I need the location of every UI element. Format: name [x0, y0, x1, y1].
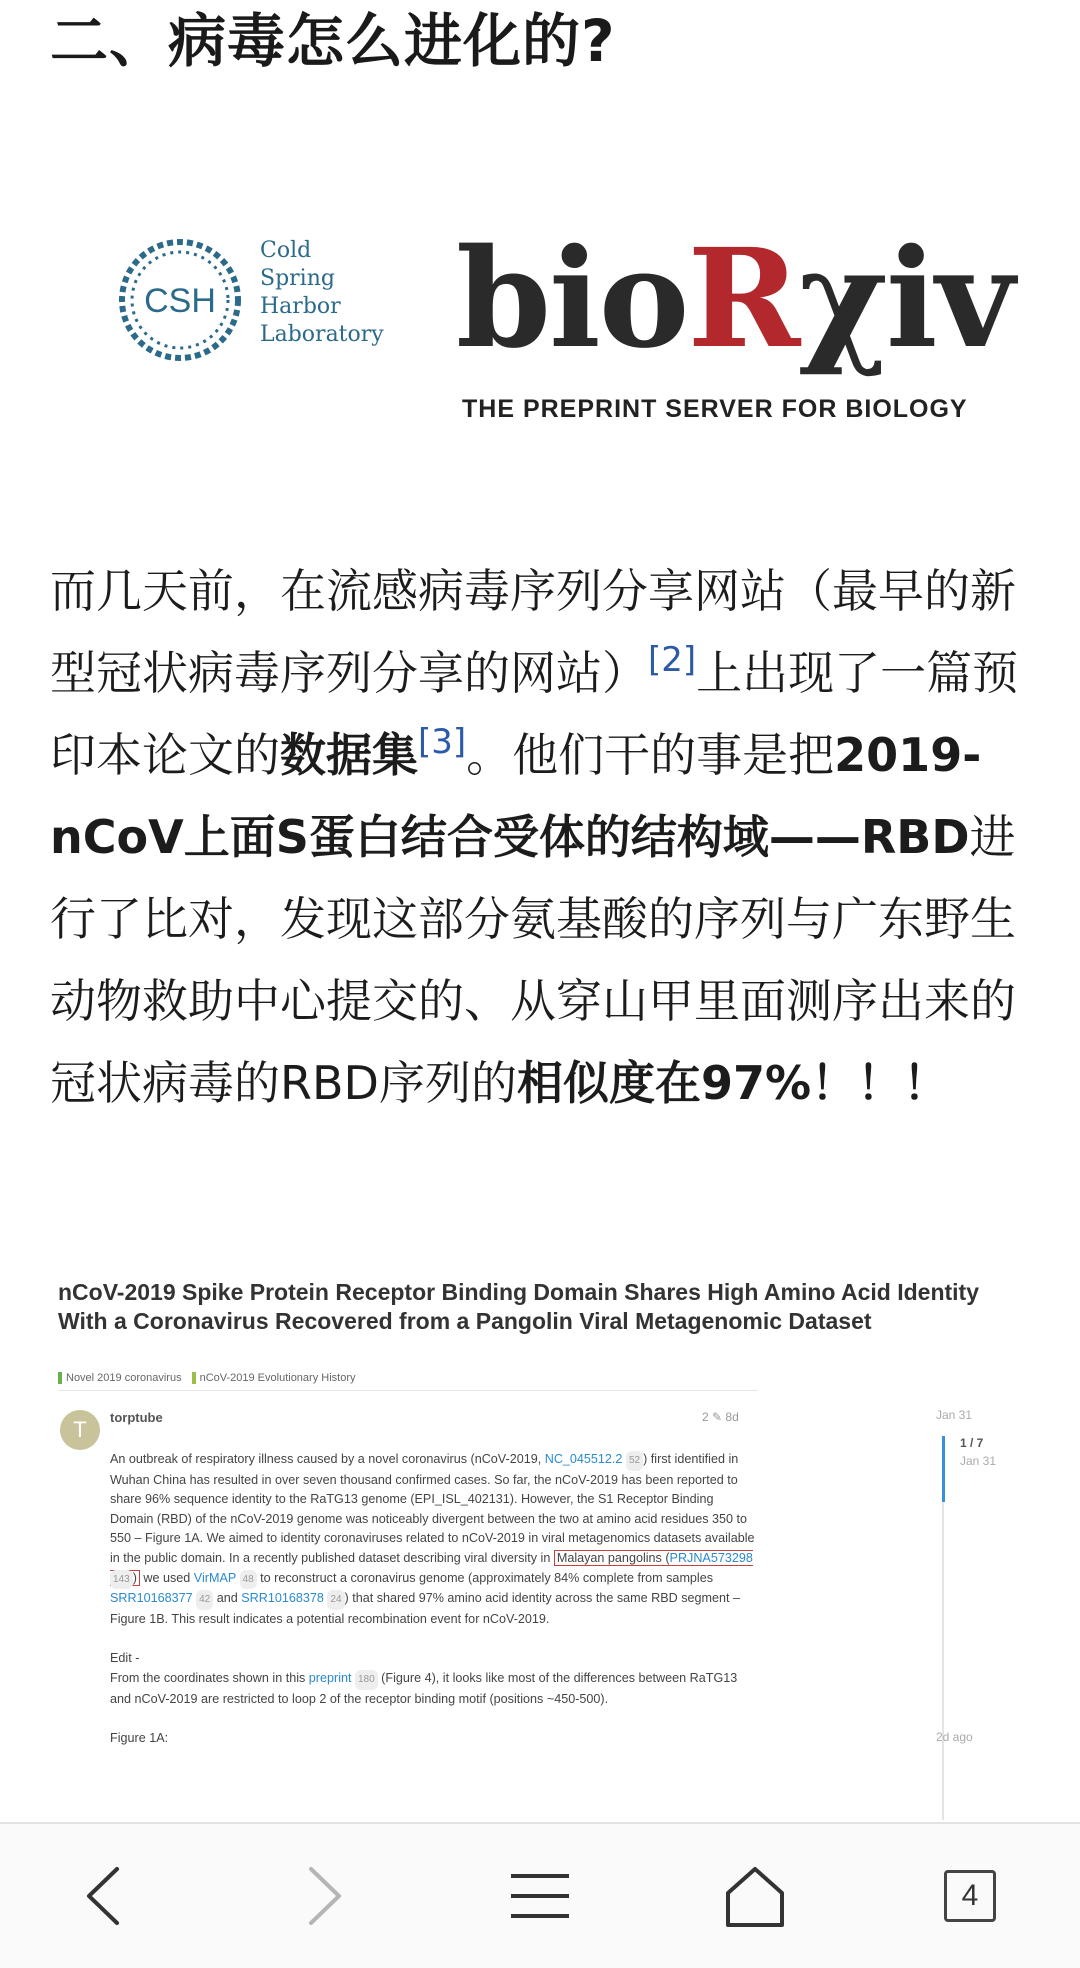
menu-button[interactable] [465, 1824, 615, 1968]
post-text: ) [132, 1570, 137, 1585]
figure-label: Figure 1A: [110, 1731, 169, 1746]
csh-line: Spring [260, 266, 335, 291]
divider [58, 1390, 758, 1391]
timeline-position: 1 / 7 [960, 1436, 984, 1450]
post-text: ) that shared 97% amino acid identity across the same RBD segment – Figure 1B. This result indicates a potential recombination event for nCoV-2019. [110, 1591, 741, 1626]
para-text: 进行了比对，发现这部分氨基酸的序列与广东野生动物救助中心提交的、从穿山甲里面测序出来的冠状病毒的RBD序列的 [50, 810, 1016, 1110]
timeline-position-date: Jan 31 [960, 1454, 997, 1468]
para-bold: 数据集 [280, 728, 418, 782]
avatar: T [60, 1410, 100, 1450]
timeline-end-date: 2d ago [936, 1730, 973, 1744]
biorxiv-part: bio [456, 219, 688, 379]
click-count: 143 [110, 1570, 133, 1590]
post-text: and [213, 1591, 242, 1606]
post-text: An outbreak of respiratory illness caused by a novel coronavirus (nCoV-2019, [110, 1452, 545, 1466]
browser-bottom-navbar [0, 1822, 1080, 1968]
post-link: SRR10168377 [110, 1591, 193, 1606]
post-link: VirMAP [193, 1570, 237, 1585]
post-text: (Figure 4), it looks like most of the differences between RaTG13 and nCoV-2019 are restricted to loop 2 of the receptor binding motif (positions ~450-500). [110, 1670, 738, 1706]
chevron-right-icon [293, 1861, 353, 1931]
tag-list [58, 1372, 366, 1384]
tab-count-badge: 4 [944, 1870, 996, 1922]
csh-line: Cold [260, 238, 312, 263]
para-text: 而几天前，在流感病毒序列分享网站（最早的新型冠状病毒序列分享的网站） [50, 564, 1016, 700]
post-text: From the coordinates shown in this [110, 1670, 309, 1685]
click-count: 52 [626, 1451, 643, 1471]
tabs-button[interactable] [895, 1824, 1045, 1968]
reference-link-3[interactable]: [3] [418, 722, 467, 762]
body-paragraph [50, 550, 1030, 1124]
post-link: SRR10168378 [241, 1591, 324, 1606]
post-paragraph [110, 1669, 760, 1709]
csh-line: Harbor [260, 294, 341, 319]
back-button[interactable] [30, 1824, 180, 1968]
post-text: Malayan pangolins ( [556, 1550, 670, 1565]
click-count: 48 [240, 1570, 257, 1590]
hamburger-menu-icon [505, 1866, 575, 1926]
post-link: PRJNA573298 [669, 1550, 753, 1565]
para-text: 上出现了一篇预印本论文的 [50, 646, 1019, 782]
reference-link-2[interactable]: [2] [648, 640, 697, 680]
post-text: to reconstruct a coronavirus genome (approximately 84% complete from samples [256, 1570, 714, 1585]
post-title: nCoV-2019 Spike Protein Receptor Binding Domain Shares High Amino Acid Identity With a Coronavirus Recovered from a Pangolin Viral Metagenomic Dataset [58, 1279, 979, 1334]
click-count: 42 [196, 1590, 213, 1610]
para-bold: 2019-nCoV上面S蛋白结合受体的结构域——RBD [50, 728, 982, 864]
csh-mark: CSH [144, 282, 216, 320]
post-body [110, 1450, 760, 1749]
click-count: 24 [327, 1590, 344, 1610]
chevron-left-icon [75, 1861, 135, 1931]
para-bold: 相似度在97%！！！ [516, 1056, 950, 1110]
post-text: we used [139, 1570, 194, 1585]
para-text: 。他们干的事是把 [466, 728, 835, 782]
biorxiv-banner-image [100, 219, 1013, 435]
post-link: preprint [308, 1670, 352, 1685]
timeline-handle [942, 1436, 945, 1502]
post-link: NC_045512.2 [544, 1452, 623, 1466]
csh-logo-icon [110, 230, 250, 370]
home-button[interactable] [680, 1824, 830, 1968]
edit-label: Edit - [110, 1651, 140, 1666]
csh-line: Laboratory [260, 322, 384, 347]
post-text: ) first identified in Wuhan China has resulted in over seven thousand confirmed cases. So far, the nCoV-2019 has been reported to share 96% sequence identity to the RaTG13 genome (EPI_ISL_402131). However, the S1 Receptor Binding Domain (RBD) of the nCoV-2019 genome was noticeably divergent between the two at amino acid residues 350 to 550 – Figure 1A. We aimed to identity coronaviruses related to nCoV-2019 in viral metagenomics datasets available in the public domain. In a recently published dataset describing viral diversity in [110, 1452, 755, 1565]
timeline-start-date: Jan 31 [936, 1408, 973, 1422]
section-title: 二、病毒怎么进化的? [50, 7, 616, 75]
csh-wordmark [260, 237, 384, 349]
username: torptube [110, 1410, 163, 1425]
home-icon [720, 1861, 790, 1931]
biorxiv-tagline: THE PREPRINT SERVER FOR BIOLOGY [462, 395, 968, 423]
biorxiv-wordmark [456, 219, 1013, 379]
post-paragraph [110, 1450, 760, 1629]
tag: Novel 2019 coronavirus [58, 1372, 182, 1384]
biorxiv-part: χiv [798, 219, 1013, 379]
post-meta: 2 ✎ 8d [702, 1410, 739, 1424]
tag: nCoV-2019 Evolutionary History [192, 1372, 356, 1384]
forward-button[interactable] [248, 1824, 398, 1968]
discourse-post-screenshot [50, 1270, 1040, 1770]
click-count: 180 [355, 1670, 378, 1690]
biorxiv-r: R [687, 219, 799, 379]
